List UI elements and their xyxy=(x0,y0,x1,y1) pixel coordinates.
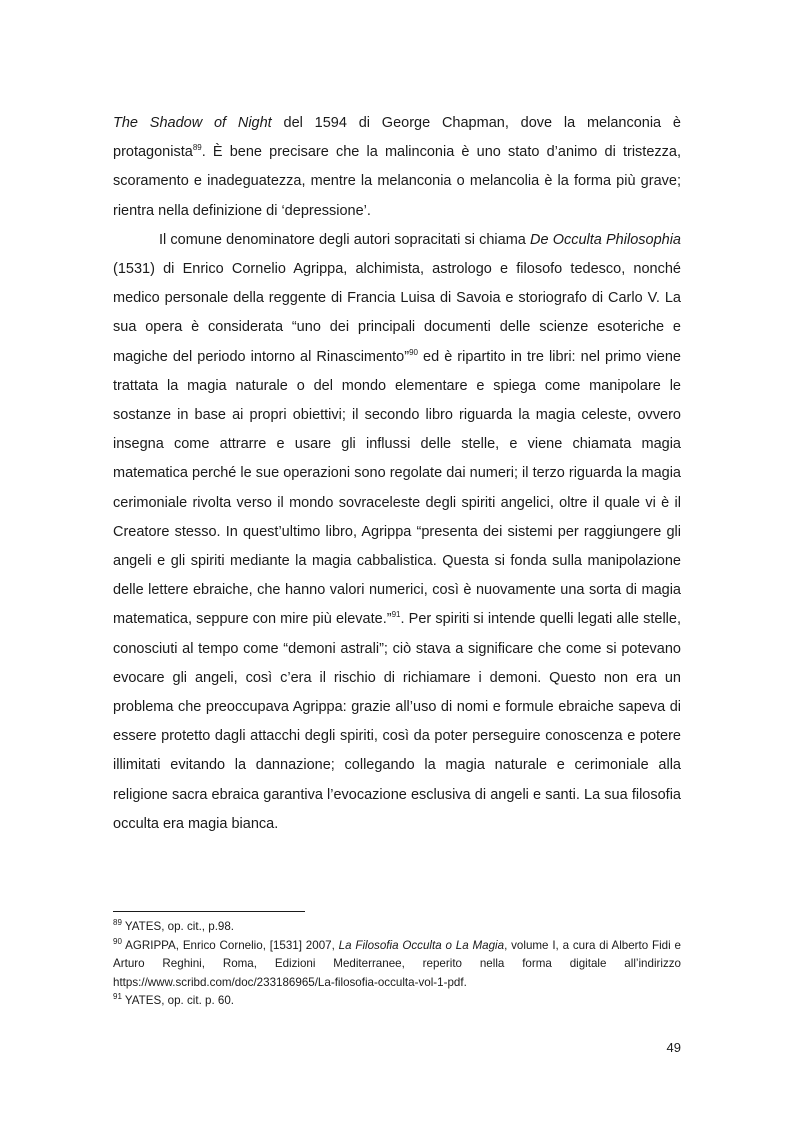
footnote-text: AGRIPPA, Enrico Cornelio, [1531] 2007, xyxy=(121,938,339,952)
footnote-number: 91 xyxy=(113,992,122,1002)
text-run: del 1594 di George Chapman, dove la melanconia è protagonista xyxy=(113,115,681,161)
footnote-91 xyxy=(113,992,681,1011)
book-title: The Shadow of Night xyxy=(113,115,272,131)
body-text xyxy=(113,109,681,839)
text-run: ed è ripartito in tre libri: nel primo viene trattata la magia naturale o del mondo elementare e spiega come manipolare le sostanze in base ai propri obiettivi; il secondo libro riguarda la magia celeste, ovvero insegna come attrarre e usare gli influssi delle stelle, e viene chiamata magia matematica perché le sue operazioni sono regolate dai numeri; il terzo riguarda la magia cerimoniale rivolta verso il mondo sovraceleste degli spiriti angelici, oltre il quale vi è il Creatore stesso. In quest’ultimo libro, Agrippa “presenta dei sistemi per raggiungere gli angeli e gli spiriti mediante la magia cabbalistica. Questa si fonda sulla manipolazione delle lettere ebraiche, che hanno valori numerici, così è nuovamente una sorta di magia matematica, seppure con mire più elevate.” xyxy=(113,348,681,628)
book-title: La Filosofia Occulta o La Magia xyxy=(338,938,505,952)
footnote-separator xyxy=(113,911,305,912)
paragraph-2 xyxy=(113,226,681,839)
footnotes xyxy=(113,918,681,1011)
footnote-ref-91[interactable]: 91 xyxy=(391,610,401,620)
text-run: (1531) di Enrico Cornelio Agrippa, alchimista, astrologo e filosofo tedesco, nonché medico personale della reggente di Francia Luisa di Savoia e storiografo di Carlo V. La sua opera è considerata “uno dei principali documenti delle scienze esoteriche e magiche del periodo intorno al Rinascimento” xyxy=(113,261,681,365)
footnote-text: YATES, op. cit. p. 60. xyxy=(121,994,235,1008)
text-run: . È bene precisare che la malinconia è uno stato d’animo di tristezza, scoramento e inadeguatezza, mentre la melanconia o melancolia è la forma più grave; rientra nella definizione di ‘depressione’. xyxy=(113,144,681,219)
paragraph-1 xyxy=(113,109,681,226)
footnote-ref-89[interactable]: 89 xyxy=(192,143,202,153)
footnote-ref-90[interactable]: 90 xyxy=(409,347,418,357)
footnote-89 xyxy=(113,918,681,937)
text-run: . Per spiriti si intende quelli legati alle stelle, conosciuti al tempo come “demoni astrali”; ciò stava a significare che come si potevano evocare gli angeli, così c’era il rischio di richiamare i demoni. Questo non era un problema che preoccupava Agrippa: grazie all’uso di nomi e formule ebraiche sapeva di essere protetto dagli attacchi degli spiriti, così da poter perseguire conoscenza e potere illimitati evitando la dannazione; collegando la magia naturale e cerimoniale alla religione sacra ebraica garantiva l’evocazione esclusiva di angeli e santi. La sua filosofia occulta era magia bianca. xyxy=(113,611,681,832)
footnote-number: 89 xyxy=(113,918,122,928)
text-run: Il comune denominatore degli autori sopracitati si chiama xyxy=(159,231,530,248)
footnote-text[interactable]: , volume I, a cura di Alberto Fidi e Arturo Reghini, Roma, Edizioni Mediterranee, reperito nella forma digitale all’indirizzo https://www.scribd.com/doc/233186965/La-filosofia-occulta-vol-1-pdf. xyxy=(113,938,681,989)
footnote-90 xyxy=(113,937,681,993)
footnote-number: 90 xyxy=(113,936,122,946)
footnote-text: YATES, op. cit., p.98. xyxy=(121,920,235,933)
page-number: 49 xyxy=(666,1040,681,1055)
book-title: De Occulta Philosophia xyxy=(530,231,681,248)
